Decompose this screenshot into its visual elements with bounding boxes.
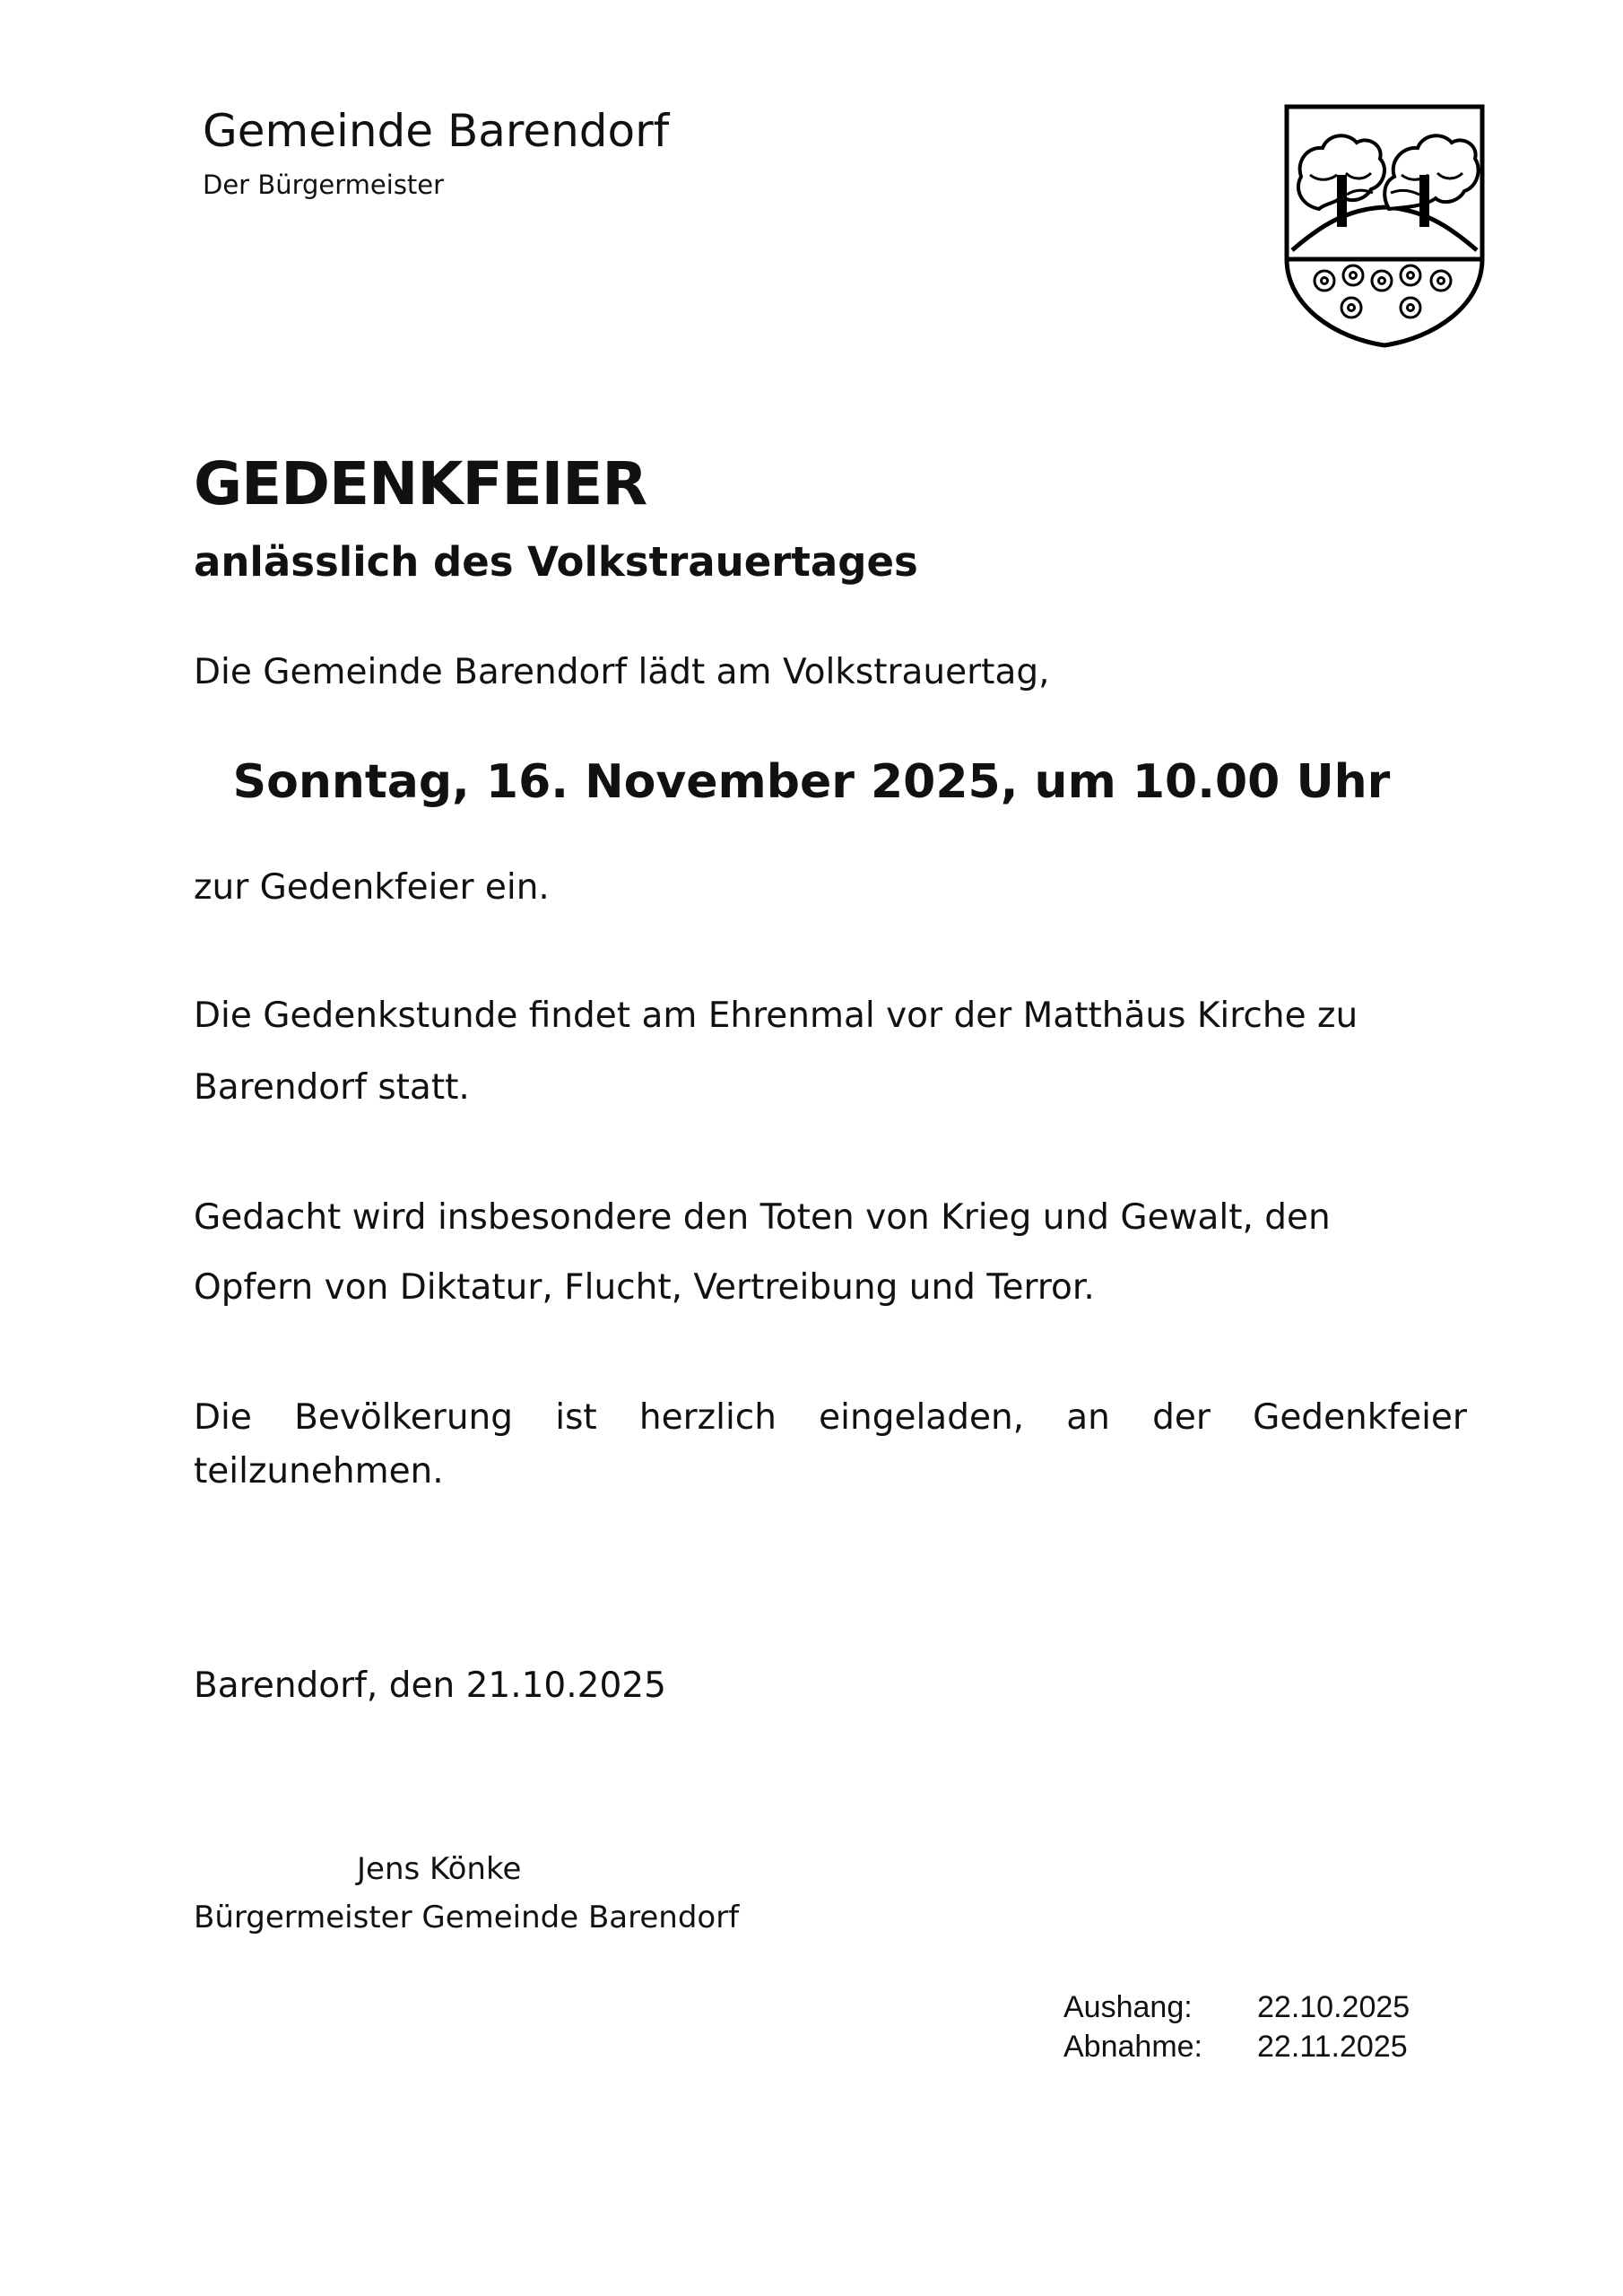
invitation-word: herzlich bbox=[638, 1397, 777, 1438]
invitation-text-line2: teilzunehmen. bbox=[194, 1451, 444, 1492]
memorial-text-line2: Opfern von Diktatur, Flucht, Vertreibung und Terror. bbox=[194, 1267, 1095, 1308]
location-text-line2: Barendorf statt. bbox=[194, 1067, 470, 1108]
coat-of-arms-icon bbox=[1283, 103, 1486, 349]
memorial-text-line1: Gedacht wird insbesondere den Toten von Krieg und Gewalt, den bbox=[194, 1197, 1331, 1238]
posted-date: 22.10.2025 bbox=[1257, 1990, 1410, 2024]
signer-name: Jens Könke bbox=[357, 1851, 522, 1887]
outro-text: zur Gedenkfeier ein. bbox=[194, 867, 550, 908]
invitation-word: eingeladen, bbox=[819, 1397, 1025, 1438]
place-date: Barendorf, den 21.10.2025 bbox=[194, 1665, 666, 1706]
invitation-word: Gedenkfeier bbox=[1253, 1397, 1467, 1438]
event-datetime: Sonntag, 16. November 2025, um 10.00 Uhr bbox=[232, 755, 1391, 809]
municipality-name: Gemeinde Barendorf bbox=[203, 105, 670, 157]
invitation-word: an bbox=[1066, 1397, 1110, 1438]
removal-date: 22.11.2025 bbox=[1257, 2030, 1408, 2064]
invitation-word: der bbox=[1152, 1397, 1211, 1438]
invitation-text-line1 bbox=[194, 1397, 1467, 1439]
posted-label: Aushang: bbox=[1063, 1990, 1193, 2024]
intro-text: Die Gemeinde Barendorf lädt am Volkstrauertag, bbox=[194, 652, 1050, 692]
invitation-word: ist bbox=[555, 1397, 597, 1438]
invitation-word: Die bbox=[194, 1397, 252, 1438]
removal-label: Abnahme: bbox=[1063, 2030, 1202, 2064]
notice-subtitle: anlässlich des Volkstrauertages bbox=[194, 538, 918, 586]
location-text-line1: Die Gedenkstunde findet am Ehrenmal vor der Matthäus Kirche zu bbox=[194, 996, 1358, 1036]
department-name: Der Bürgermeister bbox=[203, 170, 445, 200]
notice-title: GEDENKFEIER bbox=[194, 449, 647, 518]
invitation-word: Bevölkerung bbox=[294, 1397, 514, 1438]
signer-role: Bürgermeister Gemeinde Barendorf bbox=[194, 1900, 740, 1935]
